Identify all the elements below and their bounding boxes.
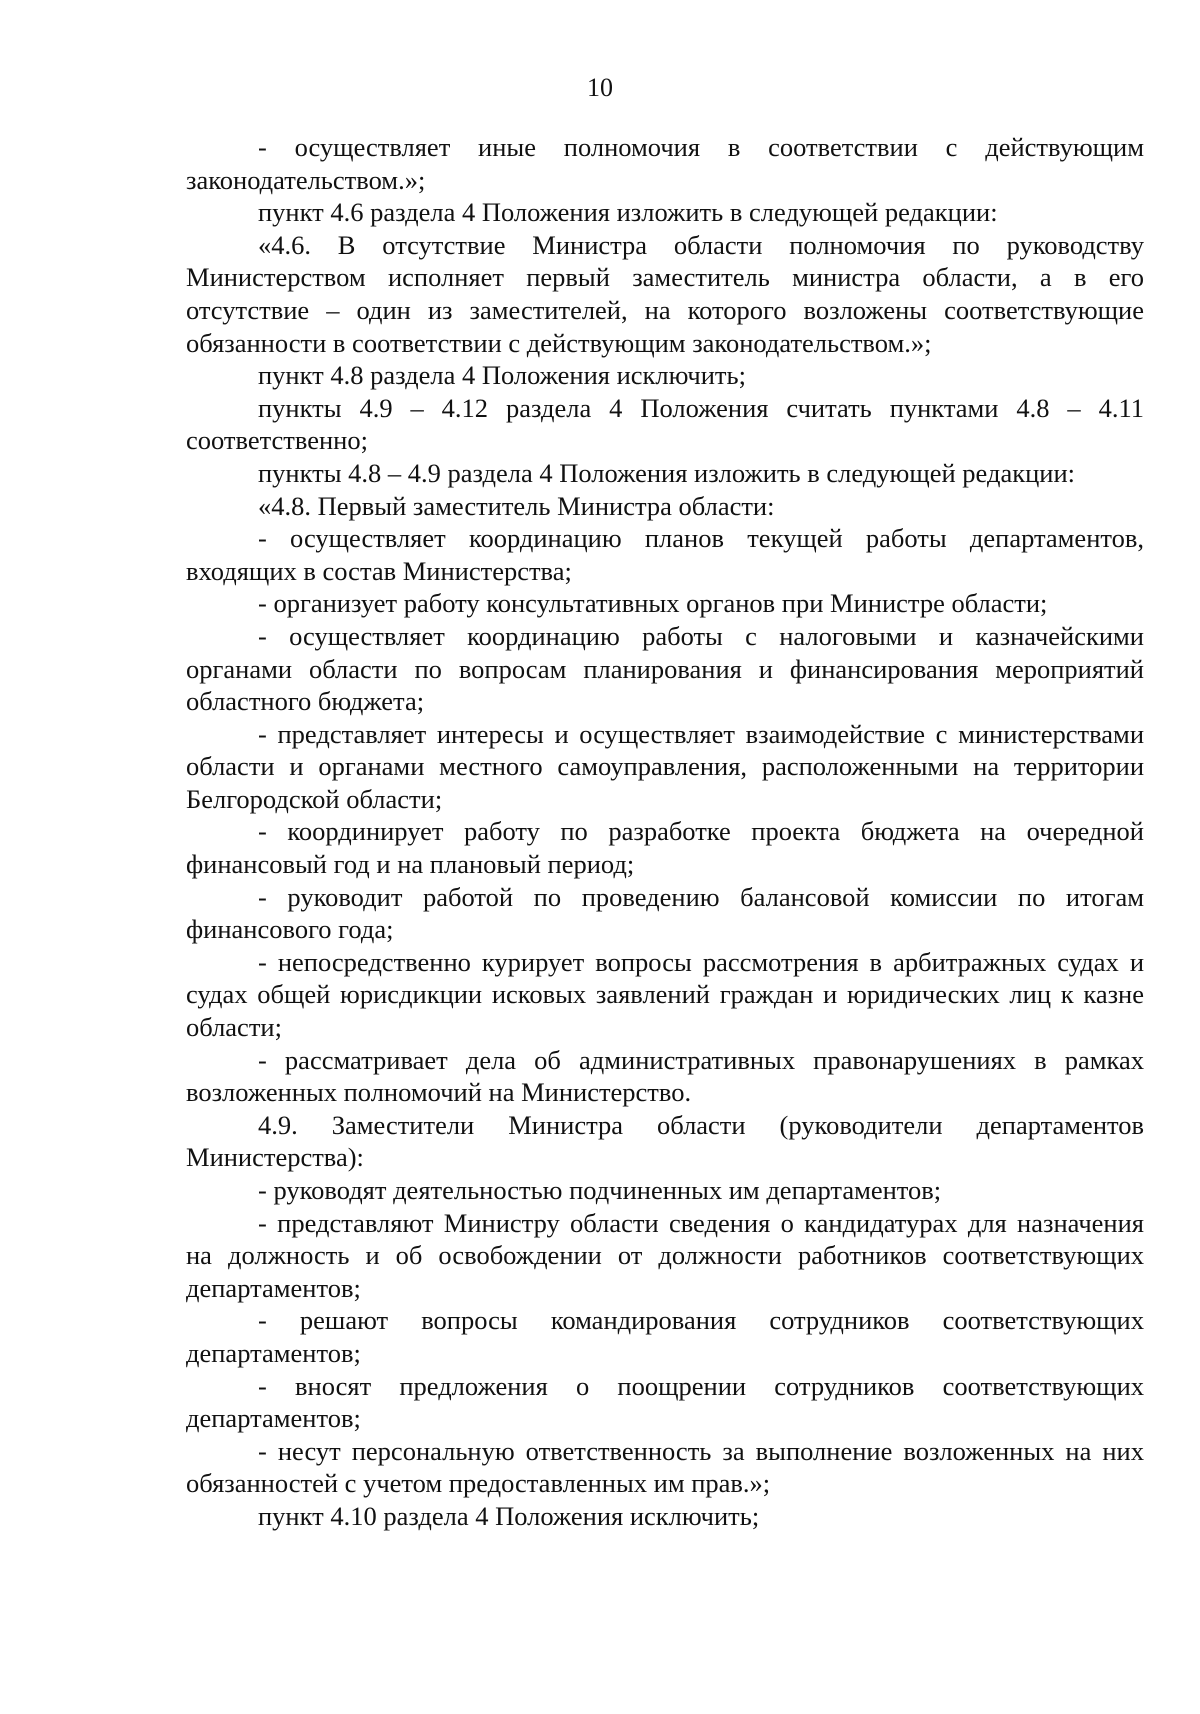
paragraph-clause-4-9-heading: 4.9. Заместители Министра области (руководители департаментов Министерства): — [186, 1109, 1144, 1173]
paragraph-clause-4-6: «4.6. В отсутствие Министра области полномочия по руководству Министерством исполняет первый заместитель министра области, а в его отсутствие – один из заместителей, на которого возложены соответствующие обязанности в соответствии с действующим законодательством.»; — [186, 229, 1144, 358]
list-item-court-claims: - непосредственно курирует вопросы рассмотрения в арбитражных судах и судах общей юрисдикции исковых заявлений граждан и юридических лиц к казне области; — [186, 946, 1144, 1043]
list-item-budget-draft: - координирует работу по разработке проекта бюджета на очередной финансовый год и на плановый период; — [186, 816, 1144, 880]
list-item-represents-interests: - представляет интересы и осуществляет взаимодействие с министерствами области и органами местного самоуправления, расположенными на территории Белгородской области; — [186, 718, 1144, 814]
document-body — [186, 131, 1144, 1533]
paragraph-renumber: пункты 4.9 – 4.12 раздела 4 Положения считать пунктами 4.8 – 4.11 соответственно; — [186, 392, 1144, 456]
paragraph-amend-4-8-4-9: пункты 4.8 – 4.9 раздела 4 Положения изложить в следующей редакции: — [258, 457, 1075, 488]
list-item-responsibility: - несут персональную ответственность за выполнение возложенных на них обязанностей с учетом предоставленных им прав.»; — [186, 1435, 1144, 1499]
list-item-incentives: - вносят предложения о поощрении сотрудников соответствующих департаментов; — [186, 1370, 1144, 1434]
list-item-tax-treasury: - осуществляет координацию работы с налоговыми и казначейскими органами области по вопросам планирования и финансирования мероприятий областного бюджета; — [186, 620, 1144, 717]
paragraph-other-powers: - осуществляет иные полномочия в соответствии с действующим законодательством.»; — [186, 132, 1144, 195]
list-item-balance-commission: - руководит работой по проведению балансовой комиссии по итогам финансового года; — [186, 881, 1144, 945]
list-item-business-trips: - решают вопросы командирования сотрудников соответствующих департаментов; — [186, 1305, 1144, 1368]
list-item-consultative-bodies: - организует работу консультативных органов при Министре области; — [258, 588, 1048, 619]
list-item-coordination-plans: - осуществляет координацию планов текущей работы департаментов, входящих в состав Министерства; — [186, 523, 1144, 586]
paragraph-exclude-4-8: пункт 4.8 раздела 4 Положения исключить; — [258, 360, 746, 391]
paragraph-exclude-4-10: пункт 4.10 раздела 4 Положения исключить; — [258, 1500, 760, 1531]
paragraph-amend-4-6: пункт 4.6 раздела 4 Положения изложить в следующей редакции: — [258, 197, 998, 228]
list-item-manage-departments: - руководят деятельностью подчиненных им департаментов; — [258, 1175, 942, 1205]
page-number: 10 — [587, 73, 613, 102]
list-item-candidates: - представляют Министру области сведения о кандидатурах для назначения на должность и об освобождении от должности работников соответствующих департаментов; — [186, 1207, 1144, 1303]
list-item-administrative-offenses: - рассматривает дела об административных правонарушениях в рамках возложенных полномочий на Министерство. — [186, 1044, 1144, 1108]
paragraph-clause-4-8-heading: «4.8. Первый заместитель Министра области: — [258, 490, 775, 521]
